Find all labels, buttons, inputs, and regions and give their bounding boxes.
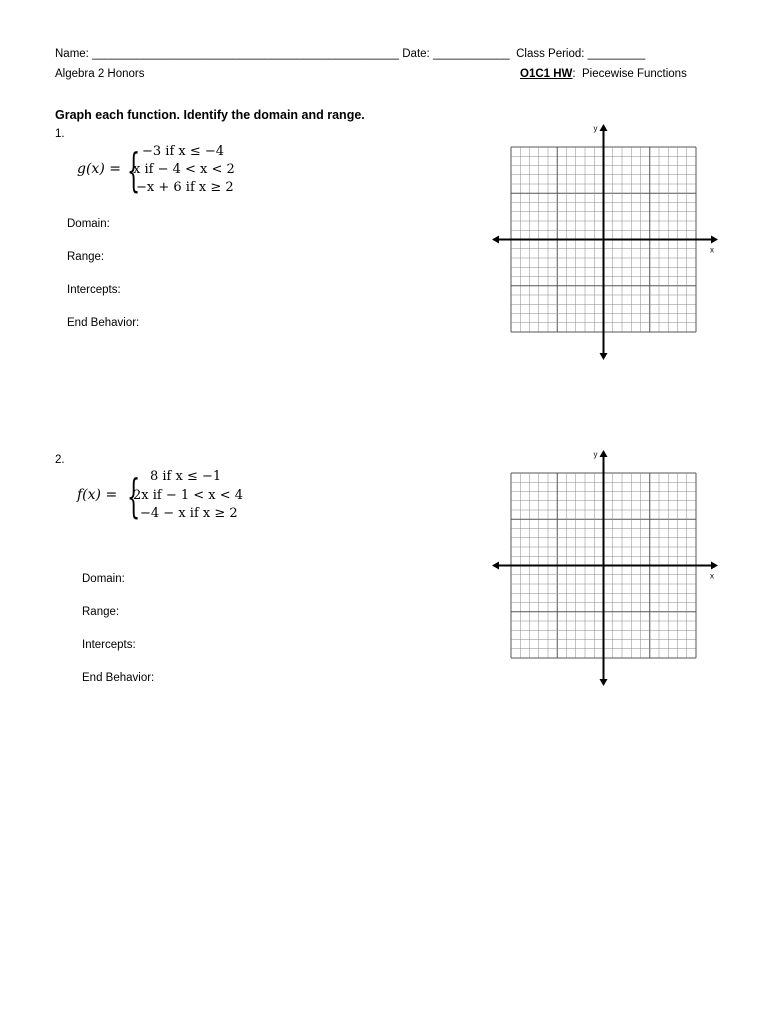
header-name-date-line: Name: ________________________________________________ Date: ____________ Class Period: _________ [55,48,646,60]
problem-1-domain-label: Domain: [67,218,110,230]
x-axis-right-arrow-icon [711,562,718,570]
problem-2-case-2: 2x if − 1 < x < 4 [133,488,244,503]
problem-2-function-lhs: f(x) = [77,487,118,503]
y-axis-down-arrow-icon [600,353,608,360]
x-axis-right-arrow-icon [711,236,718,244]
assignment-title: Piecewise Functions [582,68,687,80]
x-axis-label: x [710,571,714,581]
x-axis-label: x [710,245,714,255]
problem-1-intercepts-label: Intercepts: [67,284,121,296]
problem-1-case-2: x if − 4 < x < 2 [133,162,235,177]
problem-1-coordinate-grid [490,122,720,362]
assignment-separator: : [572,68,582,80]
problem-2-case-1: 8 if x ≤ −1 [150,469,222,484]
problem-2-range-label: Range: [82,606,120,618]
course-name: Algebra 2 Honors [55,68,145,80]
problem-2-brace: { [127,469,141,523]
assignment-heading [520,68,687,80]
problem-2-coordinate-grid [490,448,720,688]
problem-2-case-3: −4 − x if x ≥ 2 [140,506,238,521]
y-axis-up-arrow-icon [600,124,608,131]
problem-1-brace: { [127,143,141,197]
problem-1-case-3: −x + 6 if x ≥ 2 [136,180,234,195]
y-axis-label: y [593,450,598,459]
problem-1-function-lhs: g(x) = [77,161,121,177]
problem-2-domain-label: Domain: [82,573,125,585]
assignment-code: O1C1 HW [520,68,573,80]
problem-1-case-1: −3 if x ≤ −4 [142,144,225,159]
problem-1-number: 1. [55,128,65,140]
y-axis-down-arrow-icon [600,679,608,686]
y-axis-up-arrow-icon [600,450,608,457]
problem-2-number: 2. [55,454,65,466]
y-axis-label: y [593,124,598,133]
problem-2-intercepts-label: Intercepts: [82,639,136,651]
instructions: Graph each function. Identify the domain and range. [55,108,365,122]
problem-1-end-behavior-label: End Behavior: [67,317,140,329]
x-axis-left-arrow-icon [492,236,499,244]
problem-2-end-behavior-label: End Behavior: [82,672,155,684]
x-axis-left-arrow-icon [492,562,499,570]
problem-1-range-label: Range: [67,251,105,263]
